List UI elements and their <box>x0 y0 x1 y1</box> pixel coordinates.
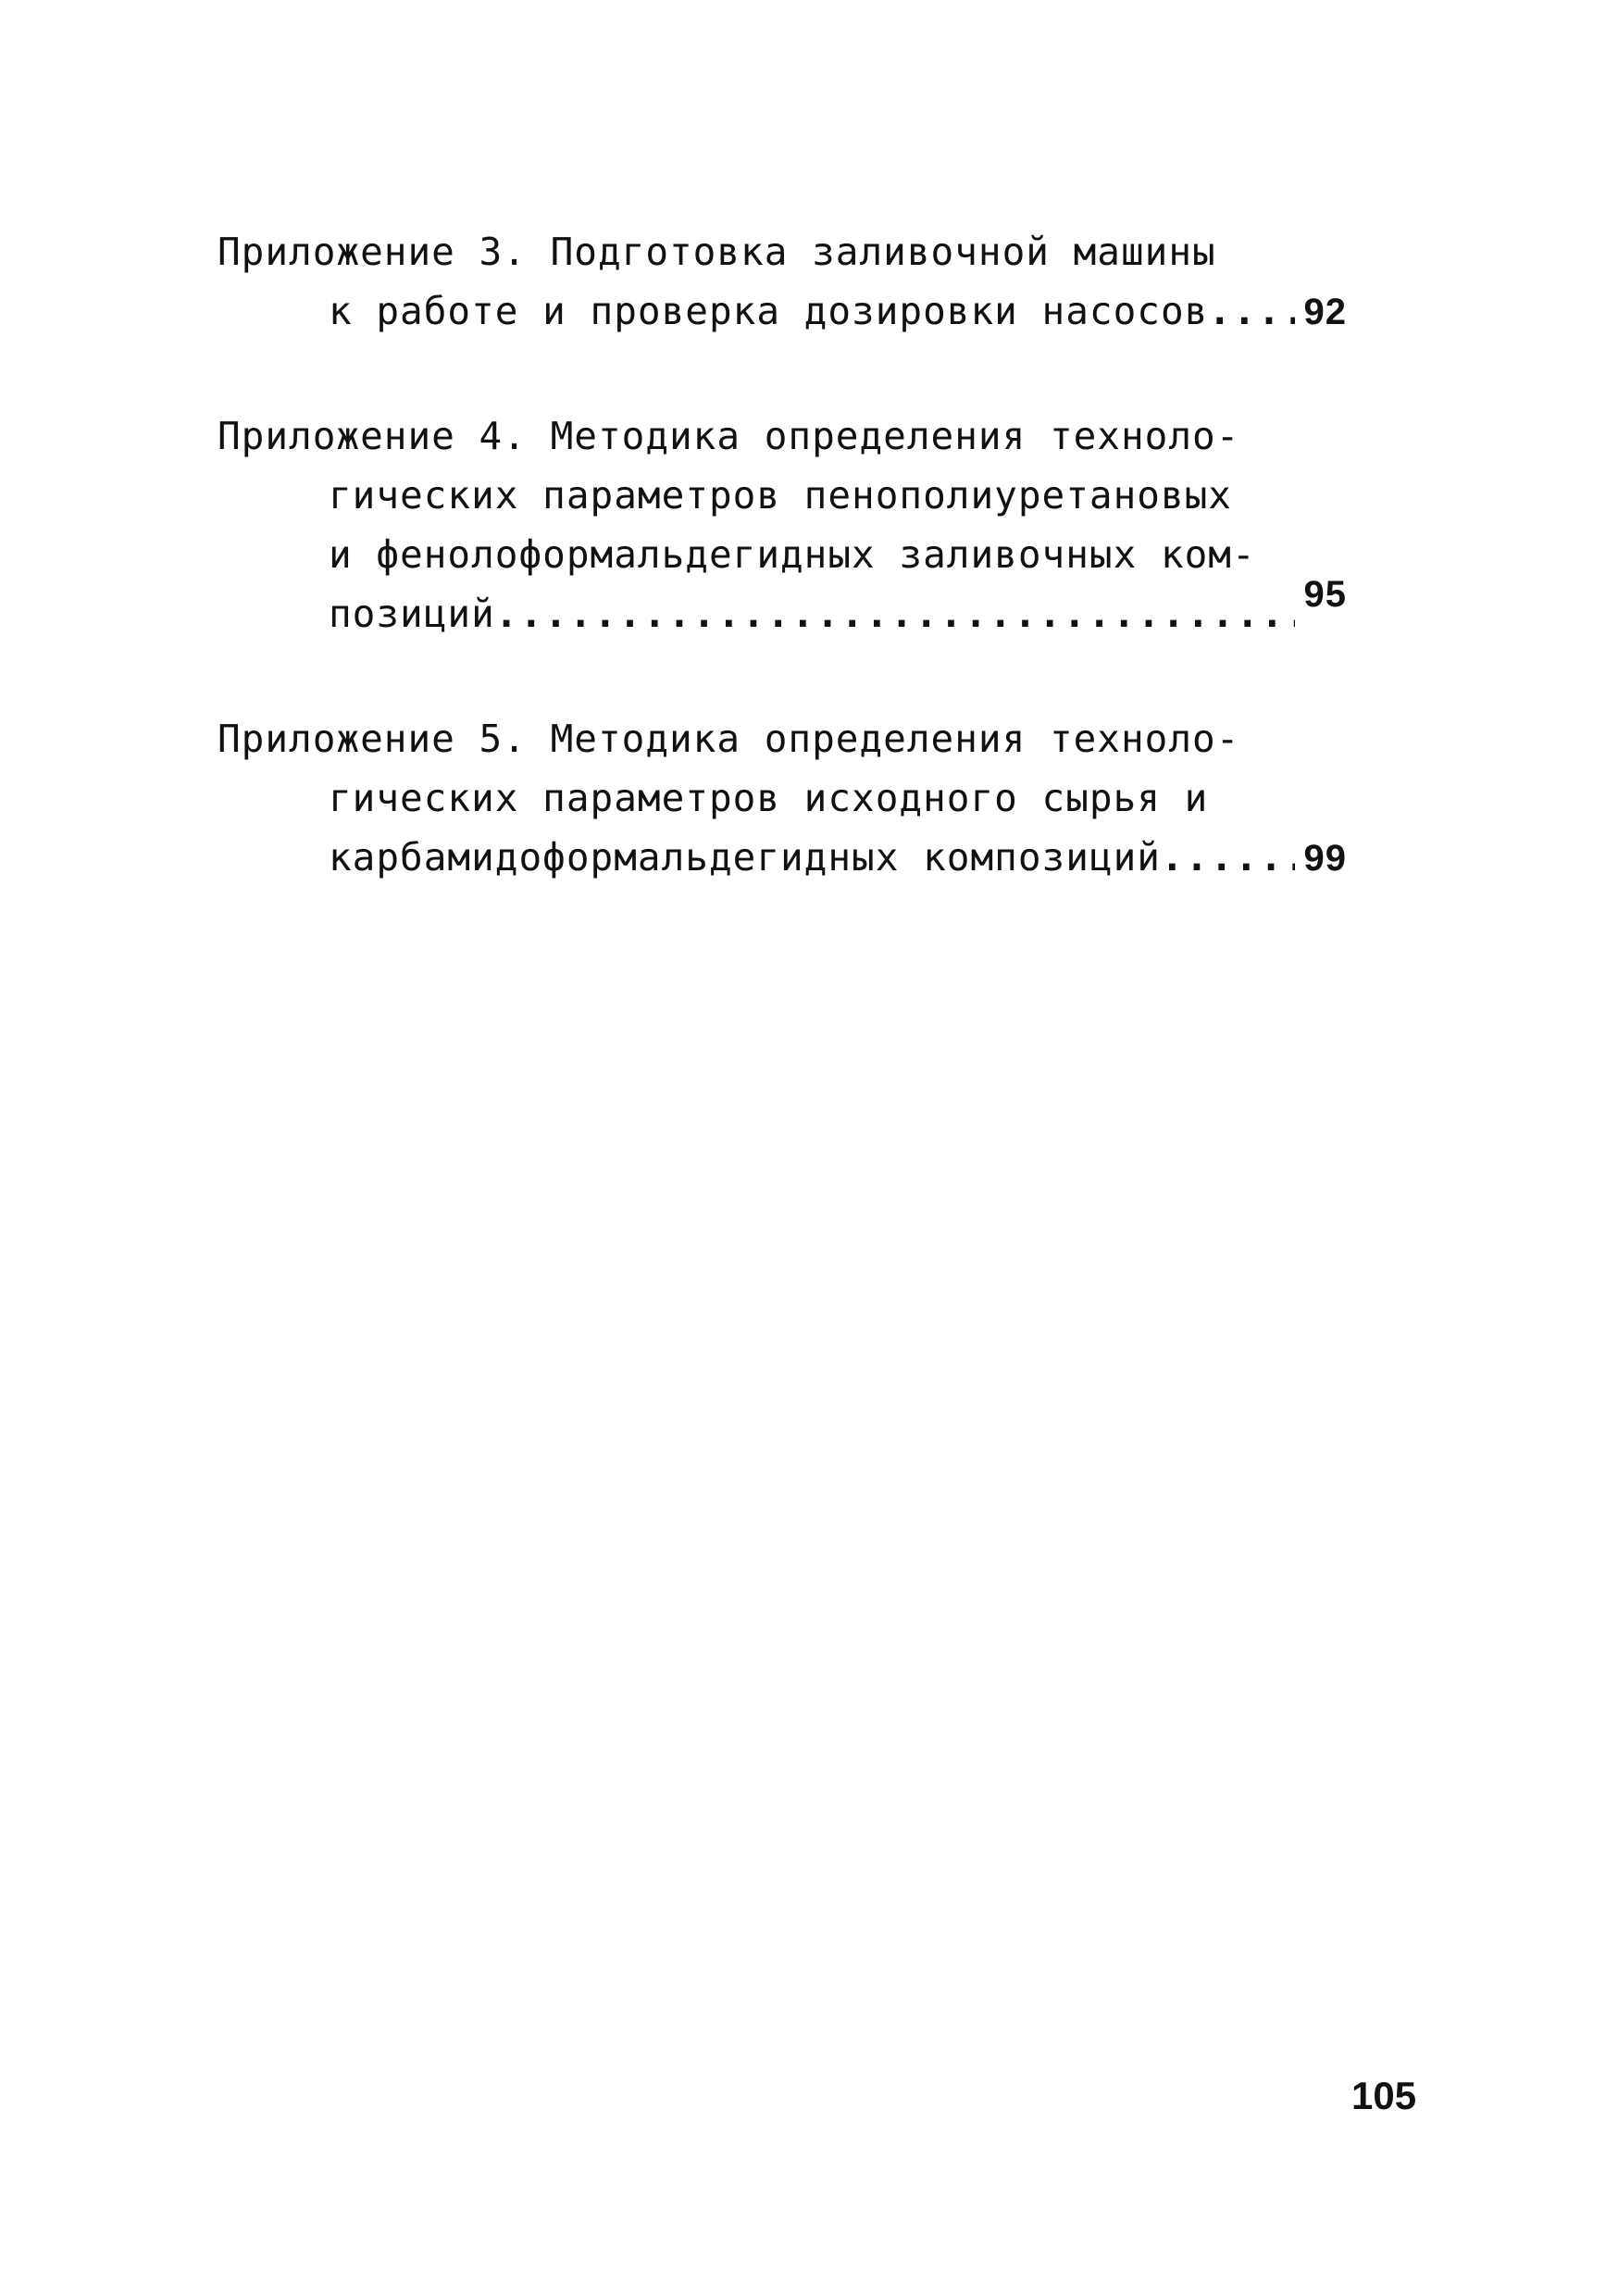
toc-entry-last-line <box>218 574 1347 644</box>
toc-entry-title-line: Приложение 3. Подготовка заливочной машины <box>218 230 1216 274</box>
table-of-contents <box>218 222 1347 953</box>
toc-entry-page: 99 <box>1303 838 1347 879</box>
dot-leader <box>1208 281 1294 341</box>
dot-leader <box>1161 828 1295 887</box>
toc-entry-last-line <box>218 828 1347 888</box>
toc-entry-title-line: Приложение 4. Методика определения техноло- <box>218 414 1240 458</box>
toc-entry-appendix-5 <box>218 709 1347 888</box>
toc-entry-text: позиций <box>329 592 495 636</box>
toc-entry-last-line <box>218 281 1347 342</box>
toc-entry-appendix-4 <box>218 406 1347 644</box>
toc-entry-continuation-line: гических параметров пенополиуретановых <box>329 473 1232 518</box>
toc-entry-text: к работе и проверка дозировки насосов <box>329 289 1209 333</box>
toc-entry-title-line: Приложение 5. Методика определения техноло- <box>218 717 1240 761</box>
toc-entry-page: 95 <box>1303 574 1347 615</box>
dot-leader <box>495 584 1295 643</box>
toc-entry-page: 92 <box>1303 292 1347 332</box>
toc-entry-text: карбамидоформальдегидных композиций <box>329 835 1161 880</box>
toc-entry-appendix-3 <box>218 222 1347 342</box>
toc-entry-continuation-line: гических параметров исходного сырья и <box>329 776 1209 820</box>
page-number: 105 <box>1351 2074 1417 2117</box>
toc-entry-continuation-line: и фенолоформальдегидных заливочных ком- <box>329 532 1256 577</box>
